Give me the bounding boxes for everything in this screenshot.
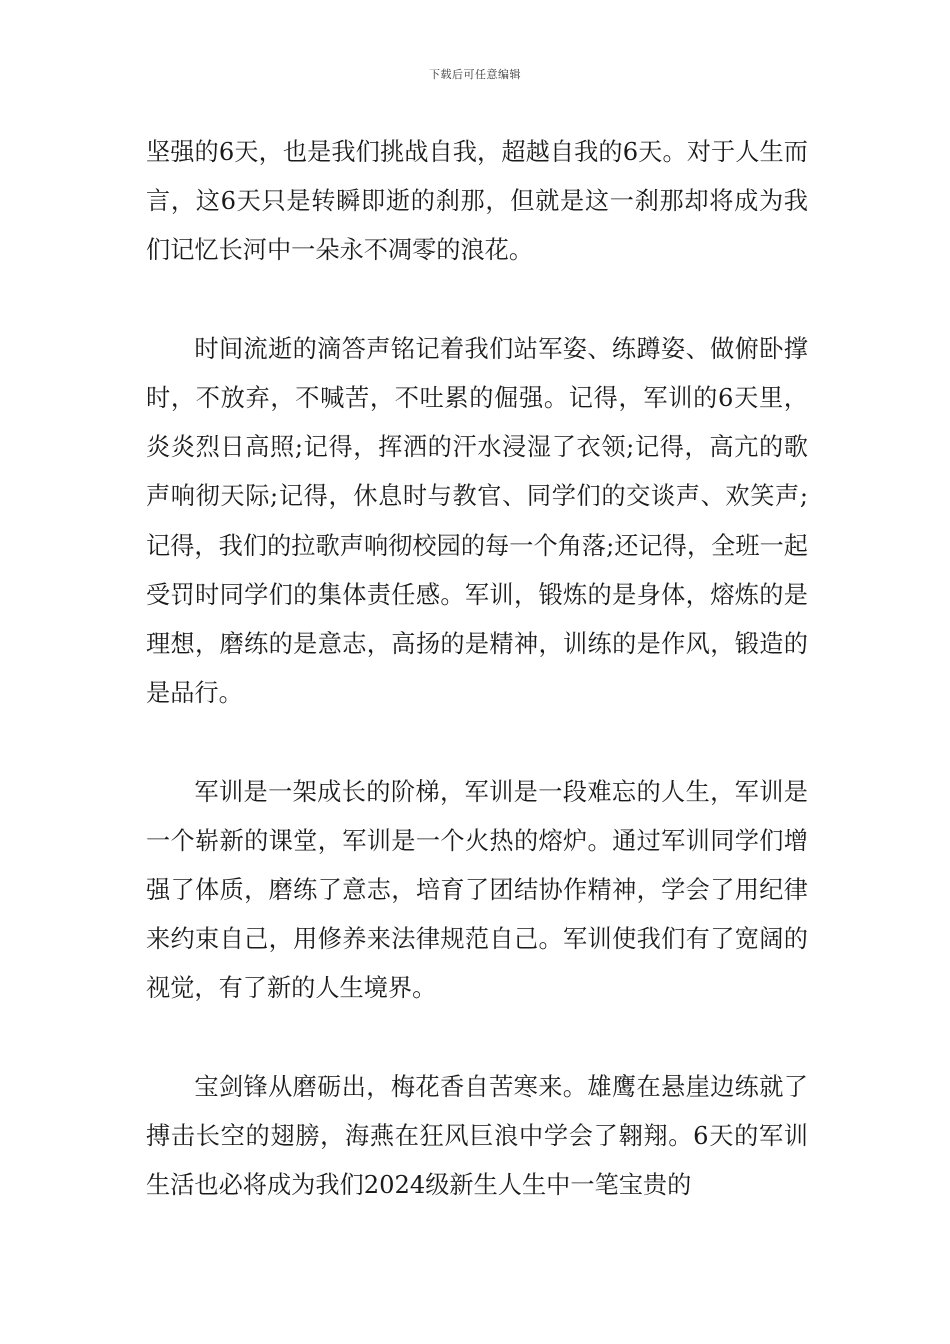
paragraph-gap bbox=[146, 718, 808, 767]
paragraph-gap bbox=[146, 276, 808, 325]
header-note: 下载后可任意编辑 bbox=[429, 68, 521, 81]
paragraph-memories: 时间流逝的滴答声铭记着我们站军姿、练蹲姿、做俯卧撑时，不放弃，不喊苦，不吐累的倔强。记得，军训的6天里，炎炎烈日高照;记得，挥洒的汗水浸湿了衣领;记得，高亢的歌声响彻天际;记得，休息时与教官、同学们的交谈声、欢笑声;记得，我们的拉歌声响彻校园的每一个角落;还记得，全班一起受罚时同学们的集体责任感。军训，锻炼的是身体，熔炼的是理想，磨练的是意志，高扬的是精神，训练的是作风，锻造的是品行。 bbox=[146, 334, 808, 708]
document-body bbox=[146, 128, 808, 1210]
paragraph-growth: 军训是一架成长的阶梯，军训是一段难忘的人生，军训是一个崭新的课堂，军训是一个火热的熔炉。通过军训同学们增强了体质，磨练了意志，培育了团结协作精神，学会了用纪律来约束自己，用修养来法律规范自己。军训使我们有了宽阔的视觉，有了新的人生境界。 bbox=[146, 777, 808, 1003]
paragraph-gap bbox=[146, 1014, 808, 1063]
paragraph-sword: 宝剑锋从磨砺出，梅花香自苦寒来。雄鹰在悬崖边练就了搏击长空的翅膀，海燕在狂风巨浪中学会了翱翔。6天的军训生活也必将成为我们2024级新生人生中一笔宝贵的 bbox=[146, 1072, 808, 1200]
paragraph-continuation: 坚强的6天，也是我们挑战自我，超越自我的6天。对于人生而言，这6天只是转瞬即逝的刹那，但就是这一刹那却将成为我们记忆长河中一朵永不凋零的浪花。 bbox=[146, 138, 808, 265]
